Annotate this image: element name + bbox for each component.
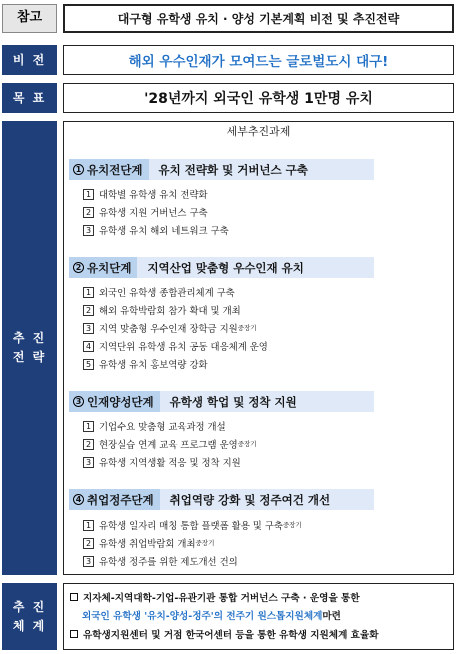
stage-3-name: 인재양성단계 [87, 394, 154, 409]
stage-2-name: 유치단계 [87, 260, 132, 275]
item-text: 대학별 유학생 유치 전략화 [99, 190, 208, 201]
system-line-2-tail: 마련 [322, 611, 341, 622]
stage-3-item-2: 2 현장실습 연계 교육 프로그램 운영 중장기 [83, 436, 257, 452]
item-number: 3 [83, 556, 94, 567]
item-text: 해외 유학박람회 참가 확대 및 개최 [99, 306, 241, 317]
system-label [2, 583, 57, 650]
item-text: 유학생 지역생활 적응 및 정착 지원 [99, 458, 241, 469]
item-number: 2 [83, 305, 94, 316]
system-label-line1: 추 진 [12, 599, 47, 614]
vision-label: 비 전 [2, 45, 57, 75]
system-line-1 [70, 589, 360, 605]
stage-2-item-4 [83, 338, 268, 354]
stage-2-item-1 [83, 284, 235, 300]
stage-1-item-1 [83, 186, 208, 202]
item-text: 지역단위 유학생 유치 공동 대응체계 운영 [99, 342, 268, 353]
square-bullet-icon [70, 593, 78, 601]
stage-4-item-1: 1 유학생 일자리 매칭 통합 플랫폼 활용 및 구축 중장기 [83, 517, 302, 533]
stage-1-header [69, 159, 374, 180]
stage-3-item-3 [83, 454, 241, 470]
item-number: 1 [83, 421, 94, 432]
system-line-2 [82, 607, 341, 623]
stage-3-number: 3 [73, 396, 84, 407]
stage-4-item-2: 2 유학생 취업박람회 개최 중장기 [83, 535, 214, 551]
stage-3-header [69, 391, 374, 412]
stage-3-title: 유학생 학업 및 정착 지원 [169, 394, 297, 409]
stage-2-header [69, 257, 374, 278]
item-number: 3 [83, 457, 94, 468]
item-number: 2 [83, 207, 94, 218]
stage-2-title: 지역산업 맞춤형 우수인재 유치 [147, 260, 304, 275]
item-text: 유학생 유치 해외 네트워크 구축 [99, 226, 229, 237]
strategy-label [2, 121, 57, 575]
system-panel [63, 583, 454, 650]
stage-1-name: 유치전단계 [87, 162, 143, 177]
stage-1-title: 유치 전략화 및 거버넌스 구축 [158, 162, 308, 177]
strategy-label-line2: 전 략 [12, 350, 47, 364]
stage-4-tab [69, 489, 160, 510]
item-text: 외국인 유학생 종합관리체계 구축 [99, 288, 235, 299]
detail-tasks-header: 세부추진과제 [226, 125, 291, 138]
item-number: 5 [83, 359, 94, 370]
stage-1-item-3 [83, 222, 229, 238]
goal-statement: '28년까지 외국인 유학생 1만명 유치 [63, 83, 454, 113]
square-bullet-icon [70, 630, 78, 638]
item-number: 2 [83, 439, 94, 450]
item-text: 유학생 정주를 위한 제도개선 건의 [99, 557, 238, 568]
item-text: 유학생 일자리 매칭 통합 플랫폼 활용 및 구축 [99, 521, 283, 532]
stage-4-name: 취업정주단계 [87, 492, 154, 507]
stage-4-number: 4 [73, 494, 84, 505]
stage-1-number: 1 [73, 164, 84, 175]
system-line-2-highlight: 외국인 유학생 '유치-양성-정주'의 전주기 원스톱지원체계 [82, 611, 323, 622]
stage-3-item-1 [83, 418, 226, 434]
item-text: 유학생 지원 거버넌스 구축 [99, 208, 208, 219]
stage-4-header [69, 489, 374, 510]
item-number: 1 [83, 189, 94, 200]
stage-1-item-2 [83, 204, 208, 220]
stage-2-item-3: 3 지역 맞춤형 우수인재 장학금 지원 중장기 [83, 320, 257, 336]
reference-label: 참고 [2, 4, 57, 33]
vision-statement: 해외 우수인재가 모여드는 글로벌도시 대구! [63, 45, 454, 75]
stage-2-number: 2 [73, 262, 84, 273]
item-text: 기업수요 맞춤형 교육과정 개설 [99, 422, 226, 433]
item-number: 1 [83, 520, 94, 531]
stage-2-item-5 [83, 356, 208, 372]
stage-4-item-3 [83, 553, 238, 569]
item-text: 유학생 취업박람회 개최 [99, 539, 196, 550]
item-number: 3 [83, 225, 94, 236]
item-text: 지역 맞춤형 우수인재 장학금 지원 [99, 324, 238, 335]
stage-1-tab [69, 159, 149, 180]
stage-2-item-2 [83, 302, 241, 318]
strategy-panel [63, 121, 454, 575]
document-title: 대구형 유학생 유치 · 양성 기본계획 비전 및 추진전략 [63, 4, 454, 33]
item-text: 유학생 유치 홍보역량 강화 [99, 360, 208, 371]
item-number: 4 [83, 341, 94, 352]
item-number: 3 [83, 323, 94, 334]
item-text: 현장실습 연계 교육 프로그램 운영 [99, 440, 238, 451]
goal-label: 목 표 [2, 83, 57, 113]
system-line-1-text: 지자체-지역대학-기업-유관기관 통합 거버넌스 구축 · 운영을 통한 [83, 593, 360, 604]
stage-3-tab [69, 391, 160, 412]
system-line-3 [70, 626, 378, 642]
system-label-line2: 체 계 [12, 618, 47, 633]
item-number: 2 [83, 538, 94, 549]
stage-2-tab [69, 257, 137, 278]
system-line-3-text: 유학생지원센터 및 거점 한국어센터 등을 통한 유학생 지원체계 효율화 [83, 630, 379, 641]
item-number: 1 [83, 287, 94, 298]
stage-4-title: 취업역량 강화 및 정주여건 개선 [169, 492, 331, 507]
strategy-label-line1: 추 진 [12, 331, 47, 346]
